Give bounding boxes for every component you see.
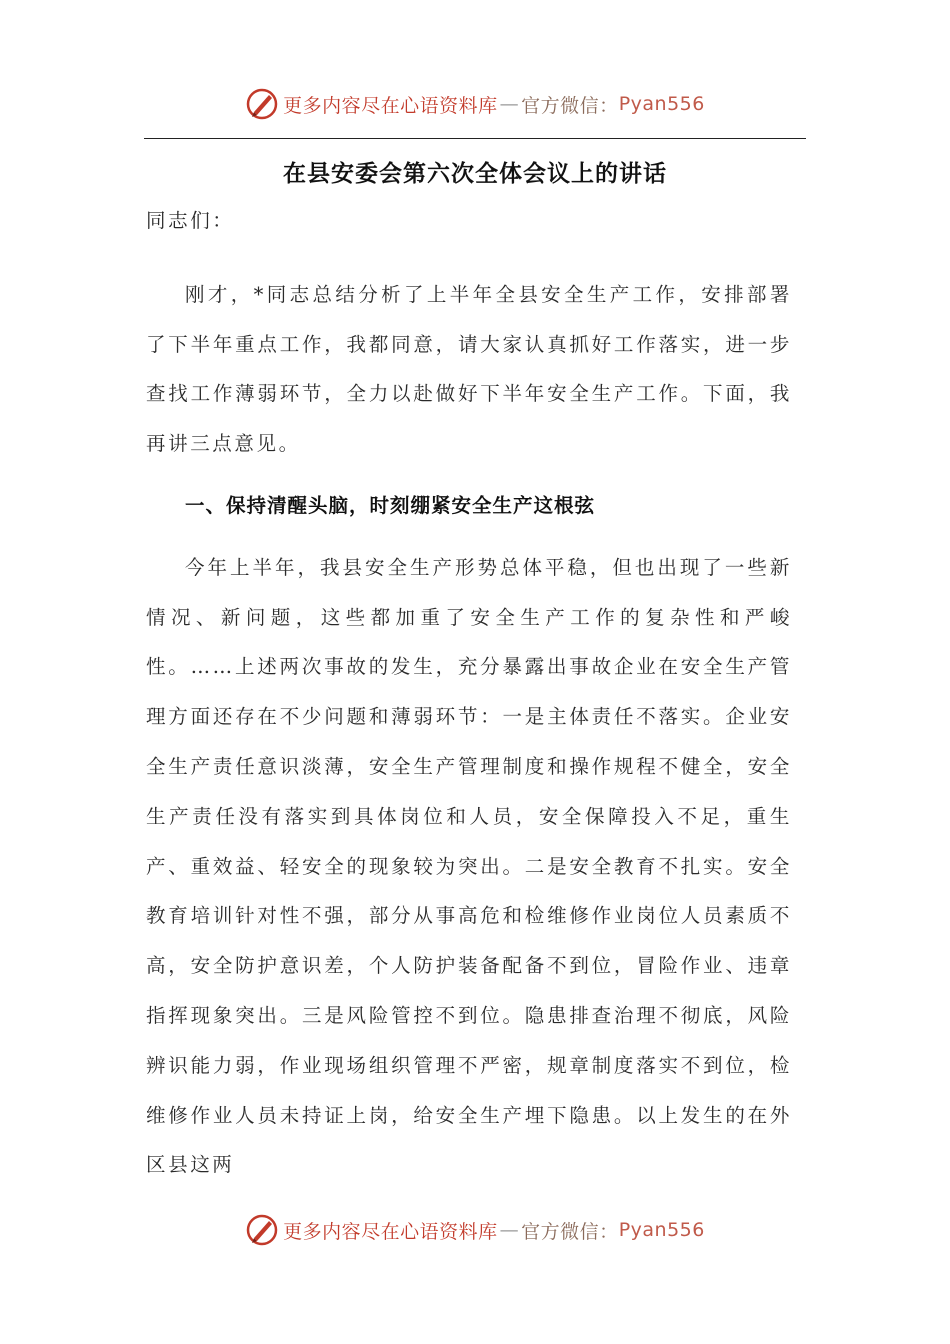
document-title: 在县安委会第六次全体会议上的讲话 — [283, 161, 667, 187]
banner-wechat-label: 官方微信： — [521, 1220, 619, 1243]
banner-wechat-id: Pyan556 — [618, 1219, 705, 1241]
greeting: 同志们： — [146, 209, 235, 232]
banner-wechat-label: 官方微信： — [521, 94, 619, 117]
pen-logo-icon — [245, 1213, 279, 1247]
document-body — [146, 196, 792, 1190]
banner-text: 更多内容尽在心语资料库 — [283, 94, 498, 117]
banner-wechat-id: Pyan556 — [618, 93, 705, 115]
banner-separator: — — [499, 93, 520, 115]
header-banner — [0, 84, 950, 124]
banner-text: 更多内容尽在心语资料库 — [283, 1220, 498, 1243]
paragraph-1: 刚才，*同志总结分析了上半年全县安全生产工作，安排部署了下半年重点工作，我都同意，请大家认真抓好工作落实，进一步查找工作薄弱环节，全力以赴做好下半年安全生产工作。下面，我再讲三点意见。 — [146, 282, 792, 456]
header-rule — [144, 138, 806, 139]
pen-logo-icon — [245, 87, 279, 121]
banner-separator: — — [499, 1219, 520, 1241]
paragraph-2: 今年上半年，我县安全生产形势总体平稳，但也出现了一些新情况、新问题，这些都加重了安全生产工作的复杂性和严峻性。……上述两次事故的发生，充分暴露出事故企业在安全生产管理方面还存在不少问题和薄弱环节：一是主体责任不落实。企业安全生产责任意识淡薄，安全生产管理制度和操作规程不健全，安全生产责任没有落实到具体岗位和人员，安全保障投入不足，重生产、重效益、轻安全的现象较为突出。二是安全教育不扎实。安全教育培训针对性不强，部分从事高危和检维修作业岗位人员素质不高，安全防护意识差，个人防护装备配备不到位，冒险作业、违章指挥现象突出。三是风险管控不到位。隐患排查治理不彻底，风险辨识能力弱，作业现场组织管理不严密，规章制度落实不到位，检维修作业人员未持证上岗，给安全生产埋下隐患。以上发生的在外区县这两 — [146, 555, 792, 1177]
footer-banner — [0, 1210, 950, 1250]
section-heading: 一、保持清醒头脑，时刻绷紧安全生产这根弦 — [185, 493, 596, 517]
